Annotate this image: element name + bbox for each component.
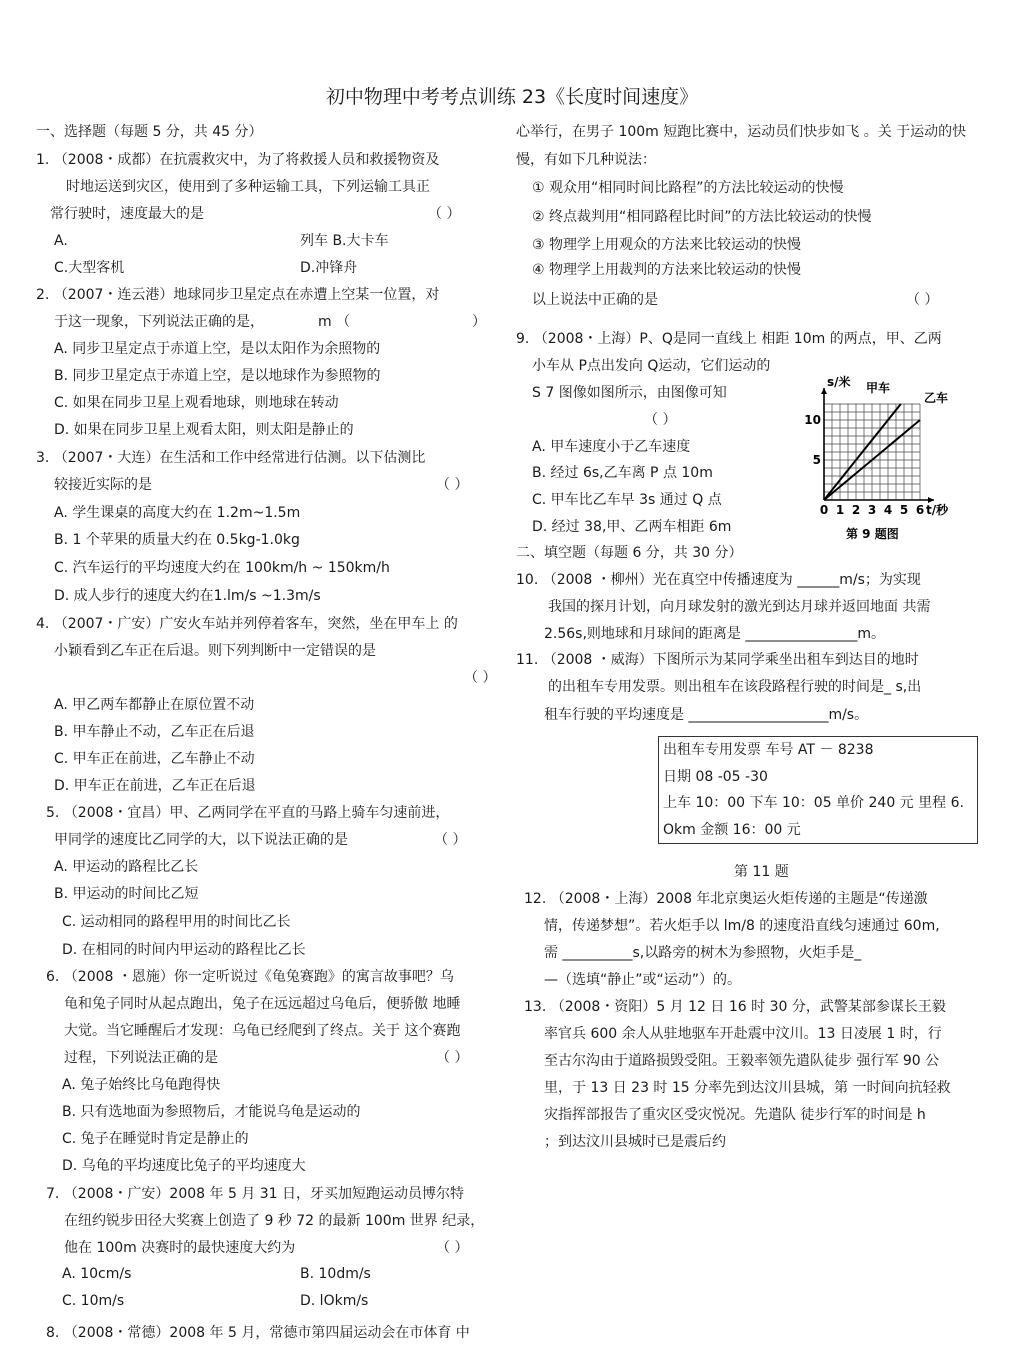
right-text-line: C. 甲车比乙车早 3s 通过 Q 点 [532, 492, 722, 508]
left-text-line: C.大型客机 [54, 260, 125, 276]
left-text-line: B. 甲车静止不动，乙车正在后退 [54, 724, 255, 740]
st-graph [804, 372, 978, 552]
right-text-line: 以上说法中正确的是 [532, 292, 658, 308]
left-text-line: B. 10dm/s [300, 1266, 371, 1282]
right-text-line: D. 经过 38,甲、乙两车相距 6m [532, 519, 732, 535]
left-text-line: A. 甲运动的路程比乙长 [54, 859, 199, 875]
right-text-line: ① 观众用“相同时间比路程”的方法比较运动的快慢 [532, 180, 844, 196]
right-text-line: 第 11 题 [734, 864, 789, 880]
left-text-line: 在纽约锐步田径大奖赛上创造了 9 秒 72 的最新 100m 世界 纪录， [64, 1213, 485, 1229]
left-text-line: B. 同步卫星定点于赤道上空，是以地球作为参照物的 [54, 368, 381, 384]
x-tick-label: 1 [835, 503, 845, 517]
right-text-line: 的出租车专用发票。则出租车在该段路程行驶的时间是_ s,出 [548, 679, 922, 695]
right-text-line: 11. （2008 ・威海）下图所示为某同学乘坐出租车到达目的地时 [516, 652, 919, 668]
left-text-line: D. 如果在同步卫星上观看太阳，则太阳是静止的 [54, 422, 354, 438]
graph-grid [824, 404, 920, 500]
left-text-line: 3. （2007・大连）在生活和工作中经常进行估测。以下估测比 [36, 450, 426, 466]
right-text-line: ④ 物理学上用裁判的方法来比较运动的快慢 [532, 262, 801, 278]
left-text-line: 7. （2008・广安）2008 年 5 月 31 日，牙买加短跑运动员博尔特 [46, 1186, 465, 1202]
right-text-line: ② 终点裁判用“相同路程比时间”的方法比较运动的快慢 [532, 209, 872, 225]
left-text-line: 常行驶时，速度最大的是 [50, 206, 204, 222]
right-text-line: ③ 物理学上用观众的方法来比较运动的快慢 [532, 237, 801, 253]
right-text-line: 二、填空题（每题 6 分，共 30 分） [516, 545, 743, 561]
right-text-line: 心举行，在男子 100m 短跑比赛中，运动员们快步如飞 。关 于运动的快 [516, 124, 967, 140]
right-text-line: 10. （2008 ・柳州）光在真空中传播速度为 ______m/s；为实现 [516, 572, 921, 588]
x-tick-label: 0 [819, 503, 829, 517]
left-text-line: B. 甲运动的时间比乙短 [54, 886, 199, 902]
left-text-line: m （ [318, 314, 351, 330]
right-text-line: 至古尔沟由于道路损毁受阻。王毅率领先遣队徒步 强行军 90 公 [544, 1053, 940, 1069]
left-text-line: A. 兔子始终比乌龟跑得快 [62, 1077, 221, 1093]
right-text-line: 小车从 P点出发向 Q运动，它们运动的 [532, 358, 771, 374]
x-tick-label: 5 [899, 503, 909, 517]
left-text-line: 时地运送到灾区，使用到了多种运输工具，下列运输工具正 [66, 179, 430, 195]
left-text-line: 2. （2007・连云港）地球同步卫星定点在赤遭上空某一位置，对 [36, 287, 440, 303]
right-text-line: 情，传递梦想”。若火炬手以 lm/8 的速度沿直线匀速通过 60m, [544, 918, 940, 934]
right-text-line: （ ） [906, 292, 939, 308]
x-tick-label: 4 [883, 503, 893, 517]
x-tick-label: 3 [867, 503, 877, 517]
right-text-line: 慢，有如下几种说法： [516, 152, 656, 168]
left-text-line: A. 学生课桌的高度大约在 1.2m~1.5m [54, 505, 301, 521]
left-text-line: D. 在相同的时间内甲运动的路程比乙长 [62, 942, 306, 958]
left-text-line: C. 10m/s [62, 1293, 125, 1309]
y-tick-label: 5 [812, 453, 821, 467]
right-text-line: 租车行驶的平均速度是 ____________________m/s。 [544, 707, 869, 723]
left-text-line: （ ） [434, 832, 467, 848]
right-text-line: （ ） [644, 412, 677, 428]
left-text-line: D. 乌龟的平均速度比兔子的平均速度大 [62, 1158, 306, 1174]
left-text-line: 甲同学的速度比乙同学的大，以下说法正确的是 [54, 832, 348, 848]
right-text-line: 需 __________s,以路旁的树木为参照物，火炬手是_ [544, 945, 862, 961]
series-label-yi: 乙车 [924, 391, 949, 405]
left-text-line: 他在 100m 决赛时的最快速度大约为 [64, 1240, 296, 1256]
left-text-line: 一、选择题（每题 5 分，共 45 分） [36, 124, 263, 140]
left-text-line: 较接近实际的是 [54, 477, 152, 493]
right-text-line: 灾指挥部报告了重灾区受灾悦况。先遣队 徒步行军的时间是 h [544, 1107, 926, 1123]
left-text-line: C. 兔子在睡觉时肯定是静止的 [62, 1131, 249, 1147]
left-text-line: A. 同步卫星定点于赤道上空，是以太阳作为余照物的 [54, 341, 381, 357]
left-text-line: C. 甲车正在前进，乙车静止不动 [54, 751, 255, 767]
left-text-line: 过程，下列说法正确的是 [64, 1050, 218, 1066]
y-axis-label: s/米 [827, 375, 851, 389]
x-tick-label: 2 [851, 503, 861, 517]
left-text-line: A. 甲乙两车都静止在原位置不动 [54, 697, 255, 713]
page-title: 初中物理中考考点训练 23《长度时间速度》 [325, 86, 699, 108]
left-text-line: 4. （2007・广安）广安火车站并列停着客车，突然，坐在甲车上 的 [36, 616, 458, 632]
left-text-line: A. 10cm/s [62, 1266, 132, 1282]
receipt-line: 日期 08 -05 -30 [663, 769, 768, 785]
left-text-line: C. 如果在同步卫星上观看地球，则地球在转动 [54, 395, 339, 411]
left-text-line: （ ） [436, 1050, 469, 1066]
left-text-line: D. lOkm/s [300, 1293, 369, 1309]
right-text-line: 里，于 13 日 23 时 15 分率先到达汶川县城，第 一时间向抗轻救 [544, 1080, 951, 1096]
receipt-line: 上车 10：00 下车 10：05 单价 240 元 里程 6. [663, 795, 964, 811]
left-text-line: A. [54, 233, 68, 249]
taxi-receipt [658, 736, 978, 844]
left-text-line: 5. （2008・宜昌）甲、乙两同学在平直的马路上骑车匀速前进， [46, 805, 450, 821]
right-text-line: 13. （2008・资阳）5 月 12 日 16 时 30 分，武警某部参谋长王毅 [524, 999, 946, 1015]
left-text-line: D. 甲车正在前进，乙车正在后退 [54, 778, 256, 794]
left-text-line: D. 成人步行的速度大约在1.lm/s ~1.3m/s [54, 588, 321, 604]
left-text-line: （ ） [436, 477, 469, 493]
receipt-line: Okm 金额 16：00 元 [663, 822, 801, 838]
left-text-line: C. 汽车运行的平均速度大约在 100km/h ~ 150km/h [54, 560, 390, 576]
left-text-line: 小颖看到乙车正在后退。则下列判断中一定错误的是 [54, 643, 376, 659]
left-text-line: 大觉。当它睡醒后才发现：乌龟已经爬到了终点。关于 这个赛跑 [64, 1023, 461, 1039]
left-text-line: B. 1 个苹果的质量大约在 0.5kg-1.0kg [54, 532, 300, 548]
left-text-line: （ ） [436, 1240, 469, 1256]
graph-marks [804, 374, 949, 541]
series-label-jia: 甲车 [866, 381, 891, 395]
graph-axes [821, 388, 934, 503]
left-text-line: B. 只有选地面为参照物后，才能说乌龟是运动的 [62, 1104, 361, 1120]
left-text-line: （ ） [464, 670, 497, 686]
left-text-line: 于这一现象，下列说法正确的是， [54, 314, 264, 330]
figure-caption: 第 9 题图 [846, 527, 899, 541]
x-tick-label: 6 [915, 503, 925, 517]
right-text-line: 9. （2008・上海）P、Q是同一直线上 相距 10m 的两点，甲、乙两 [516, 331, 942, 347]
y-tick-label: 10 [804, 413, 821, 427]
left-text-line: 龟和兔子同时从起点跑出，兔子在远远超过乌龟后，便骄傲 地睡 [64, 996, 461, 1012]
right-text-line: —（选填“静止”或“运动”）的。 [544, 972, 742, 988]
left-text-line: （ ） [428, 206, 461, 222]
left-text-line: C. 运动相同的路程甲用的时间比乙长 [62, 914, 291, 930]
left-text-line: 6. （2008 ・恩施）你一定听说过《龟兔赛跑》的寓言故事吧？乌 [46, 969, 454, 985]
right-text-line: 我国的探月计划，向月球发射的激光到达月球并返回地面 共需 [548, 599, 931, 615]
right-text-line: B. 经过 6s,乙车离 P 点 10m [532, 465, 713, 481]
receipt-line: 出租车专用发票 车号 AT － 8238 [663, 742, 874, 758]
left-text-line: 8. （2008・常德）2008 年 5 月，常德市第四届运动会在市体育 中 [46, 1325, 470, 1341]
left-text-line: 列车 B.大卡车 [300, 233, 389, 249]
left-text-line: 1. （2008・成都）在抗震救灾中，为了将救援人员和救援物资及 [36, 152, 440, 168]
left-text-line: D.冲锋舟 [300, 260, 358, 276]
right-text-line: A. 甲车速度小于乙车速度 [532, 439, 691, 455]
right-text-line: 2.56s,则地球和月球间的距离是 ________________m。 [544, 626, 886, 642]
right-text-line: 12. （2008・上海）2008 年北京奥运火炬传递的主题是“传递激 [524, 891, 928, 907]
left-text-line: ） [472, 314, 486, 330]
right-text-line: 率官兵 600 余人从驻地驱车开赴震中汶川。13 日凌展 1 时，行 [544, 1026, 942, 1042]
right-text-line: S 7 图像如图所示，由图像可知 [532, 385, 727, 401]
right-text-line: ；到达汶川县城时已是震后约 [544, 1134, 726, 1150]
x-axis-label: t/秒 [926, 503, 949, 517]
